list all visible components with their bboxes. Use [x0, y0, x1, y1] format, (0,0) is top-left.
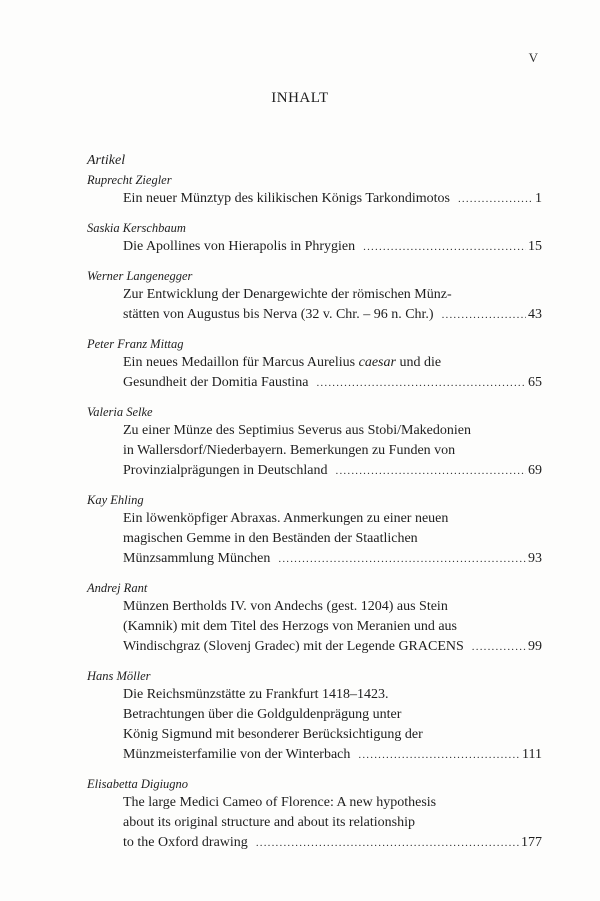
toc-title-line: Betrachtungen über die Goldguldenprägung unter [123, 707, 402, 722]
toc-title-line: Zu einer Münze des Septimius Severus aus Stobi/Makedonien [123, 423, 471, 438]
toc-author: Kay Ehling [87, 493, 144, 507]
toc-title-italic: caesar [358, 355, 396, 370]
toc-title-line [123, 353, 542, 373]
toc-entry-selke [87, 405, 542, 481]
toc-page-number: 177 [521, 835, 542, 850]
toc-author: Elisabetta Digiugno [87, 777, 189, 791]
toc-title-line: Münzsammlung München [123, 551, 271, 566]
toc-title [87, 685, 542, 765]
toc-title-line: Die Reichsmünzstätte zu Frankfurt 1418–1423. [123, 687, 389, 702]
toc-title-line: about its original structure and about its relationship [123, 815, 415, 830]
toc-title-line: Zur Entwicklung der Denargewichte der römischen Münz- [123, 287, 452, 302]
toc-entry-langenegger [87, 269, 542, 325]
toc-title [87, 793, 542, 853]
toc-author: Saskia Kerschbaum [87, 221, 186, 235]
toc-entry-kerschbaum [87, 221, 542, 257]
toc-title-line: Münzen Bertholds IV. von Andechs (gest. 1204) aus Stein [123, 599, 448, 614]
dot-leader [316, 373, 526, 393]
toc-author: Valeria Selke [87, 405, 153, 419]
toc-entry-moeller [87, 669, 542, 765]
toc-title [87, 285, 542, 325]
toc-title-line: (Kamnik) mit dem Titel des Herzogs von Meranien und aus [123, 619, 458, 634]
toc-title-line: Die Apollines von Hierapolis in Phrygien [123, 239, 356, 254]
dot-leader [458, 189, 533, 209]
toc-page-number: 1 [535, 191, 542, 206]
toc-title [87, 597, 542, 657]
toc-author: Hans Möller [87, 669, 151, 683]
toc-title [87, 353, 542, 393]
toc-page-number: 15 [528, 239, 542, 254]
toc-title-line: Ein neuer Münztyp des kilikischen Königs Tarkondimotos [123, 191, 450, 206]
toc-author: Ruprecht Ziegler [87, 173, 172, 187]
toc-page-number: 93 [528, 551, 542, 566]
dot-leader [358, 745, 520, 765]
toc-title-text: Ein neues Medaillon für Marcus Aurelius [123, 355, 356, 370]
dot-leader [336, 461, 526, 481]
toc-title-line: stätten von Augustus bis Nerva (32 v. Chr. – 96 n. Chr.) [123, 307, 434, 322]
toc-page-number: 99 [528, 639, 542, 654]
toc-title-line: Provinzialprägungen in Deutschland [123, 463, 328, 478]
toc-title [87, 421, 542, 481]
toc-title-line: Windischgraz (Slovenj Gradec) mit der Legende GRACENS [123, 639, 464, 654]
toc-author: Peter Franz Mittag [87, 337, 184, 351]
toc-page-number: 43 [528, 307, 542, 322]
toc-title-line: Münzmeisterfamilie von der Winterbach [123, 747, 351, 762]
toc-title-line: magischen Gemme in den Beständen der Staatlichen [123, 531, 418, 546]
dot-leader [256, 833, 519, 853]
toc-title-line: The large Medici Cameo of Florence: A new hypothesis [123, 795, 437, 810]
toc-title-line: in Wallersdorf/Niederbayern. Bemerkungen zu Funden von [123, 443, 456, 458]
page-number: V [528, 50, 538, 65]
toc-title-line: König Sigmund mit besonderer Berücksichtigung der [123, 727, 423, 742]
section-label: Artikel [87, 153, 126, 168]
dot-leader [363, 237, 526, 257]
toc-title-line: Ein löwenköpfiger Abraxas. Anmerkungen zu einer neuen [123, 511, 449, 526]
toc-page-number: 69 [528, 463, 542, 478]
toc-entry-ehling [87, 493, 542, 569]
toc-entry-ziegler [87, 173, 542, 209]
toc-author: Werner Langenegger [87, 269, 193, 283]
toc-entry-digiugno [87, 777, 542, 853]
toc-title-line: to the Oxford drawing [123, 835, 248, 850]
dot-leader [278, 549, 526, 569]
toc-page-number: 65 [528, 375, 542, 390]
toc-title [87, 189, 542, 209]
toc-title-text: und die [399, 355, 442, 370]
dot-leader [442, 305, 526, 325]
page-title: INHALT [271, 90, 329, 106]
table-of-contents [87, 173, 542, 865]
toc-entry-rant [87, 581, 542, 657]
toc-title-line: Gesundheit der Domitia Faustina [123, 375, 309, 390]
toc-author: Andrej Rant [87, 581, 148, 595]
toc-title [87, 237, 542, 257]
dot-leader [472, 637, 526, 657]
toc-title [87, 509, 542, 569]
toc-entry-mittag [87, 337, 542, 393]
toc-page-number: 111 [522, 747, 542, 762]
